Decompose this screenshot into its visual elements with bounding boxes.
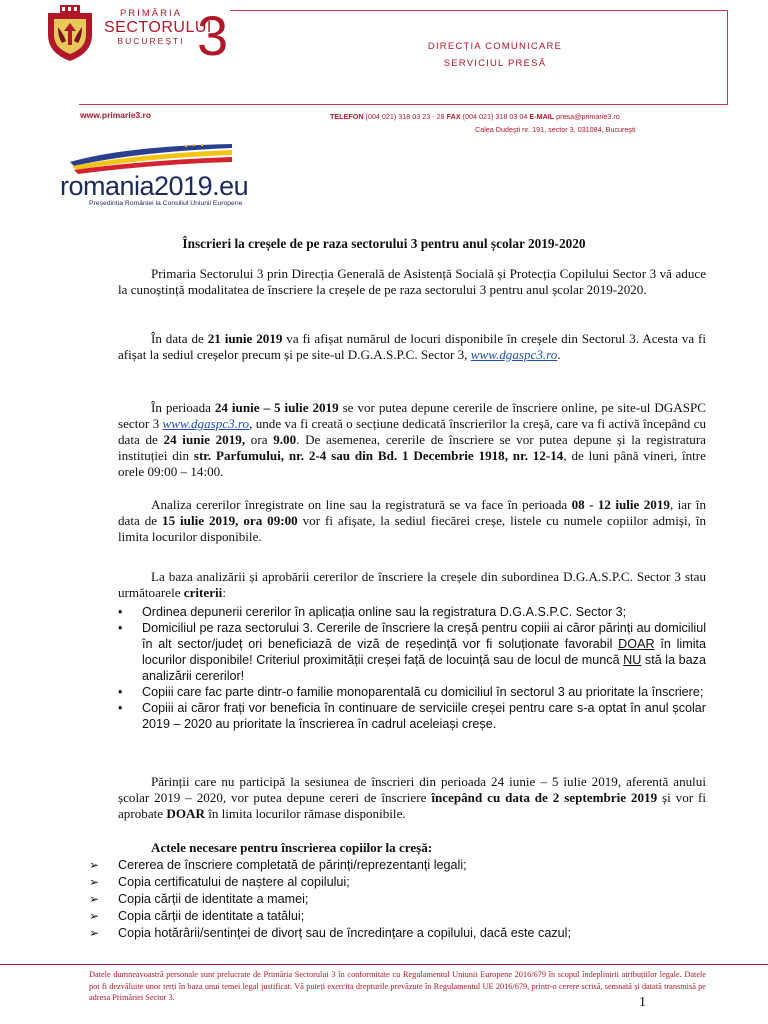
sectorului-label: SECTORULUI xyxy=(104,19,212,36)
text: va fi afișat numărul de locuri disponibile în creșele din Sectorul 3. Acesta va fi afișat la sediul creșelor precum și pe site-ul D.G.A.S.P.C. Sector 3, xyxy=(118,331,707,362)
acte-heading: Actele necesare pentru înscrierea copiilor la creșă: xyxy=(151,840,433,855)
text: , de luni până vineri, între orele 09:00 – 14:00. xyxy=(118,448,706,479)
text: Copiii care fac parte dintr-o familie monoparentală cu domiciliul în sectorul 3 au prioritate la înscriere; xyxy=(142,685,704,699)
address-highlight: str. Parfumului, nr. 2-4 sau din Bd. 1 Decembrie 1918, nr. 12-14 xyxy=(193,448,564,463)
service-name: SERVICIUL PRESĂ xyxy=(443,58,547,69)
paragraph-late-registration xyxy=(118,774,706,822)
website-link[interactable]: www.primarie3.ro xyxy=(80,110,152,120)
underlined-text: DOAR xyxy=(618,637,655,651)
list-item xyxy=(118,700,706,732)
date-highlight: începând cu data de 2 septembrie 2019 xyxy=(431,790,658,805)
text: Copia cărții de identitate a tatălui; xyxy=(118,909,305,923)
bullet-icon: • xyxy=(118,701,123,715)
sector-number: 3 xyxy=(197,4,229,67)
text: La baza analizării și aprobării cererilor de înscriere la creșele din subordinea D.G.A.S.P.C. Sector 3 stau următoarele xyxy=(118,569,706,600)
text: se vor putea depune cererile de înscriere online, pe site-ul DGASPC sector 3 xyxy=(118,400,706,431)
romania2019-subtitle: Președinția României la Consiliul Uniunii Europene xyxy=(89,200,243,207)
underlined-text: NU xyxy=(623,653,642,667)
text: și vor fi aprobate xyxy=(118,790,707,821)
text: ora xyxy=(245,432,274,447)
text: , unde va fi creată o secțiune dedicată înscrierilor la creșă, care va fi activă începând cu data de xyxy=(118,416,706,447)
coat-of-arms-icon xyxy=(42,5,98,63)
arrow-bullet-icon: ➢ xyxy=(89,875,100,889)
document-title: Înscrieri la creșele de pe raza sectorului 3 pentru anul școlar 2019-2020 xyxy=(182,236,586,251)
text: vor fi afișate, la sediul fiecărei creșe, listele cu numele copiilor admiși, în limita locurilor disponibile. xyxy=(118,513,706,544)
text: în limita locurilor disponibile! Criteriul proximității creșei față de locuință sau de locul de muncă xyxy=(142,637,706,667)
date-highlight: 15 iulie 2019, ora 09:00 xyxy=(162,513,298,528)
hour-highlight: 9.00 xyxy=(273,432,297,447)
date-highlight: 24 iunie 2019, xyxy=(163,432,246,447)
paragraph-criteria-intro xyxy=(118,569,706,601)
criteria-list xyxy=(118,604,706,732)
page-number: 1 xyxy=(639,995,646,1010)
header-contact-rule xyxy=(79,104,727,105)
list-item xyxy=(118,684,706,700)
date-highlight: 21 iunie 2019 xyxy=(207,331,283,346)
text: Cererea de înscriere completată de părinți/reprezentanți legali; xyxy=(118,858,467,872)
text: . De asemenea, cererile de înscriere se vor putea depune și la registratura instituției din xyxy=(118,432,706,463)
text: În data de xyxy=(151,331,208,346)
arrow-bullet-icon: ➢ xyxy=(89,892,100,906)
paragraph-online-registration xyxy=(118,400,706,480)
text: , iar în data de xyxy=(118,497,706,528)
contact-line xyxy=(330,112,620,121)
tel-value: (004 021) 318 03 23 - 28 xyxy=(365,112,445,121)
list-item xyxy=(118,604,706,620)
department-block xyxy=(340,38,650,72)
text: . xyxy=(557,347,561,362)
paragraph-places xyxy=(118,331,706,363)
romania2019-logo: romania2019.eu xyxy=(60,171,249,201)
list-item xyxy=(89,874,729,891)
bucuresti-label: BUCUREȘTI xyxy=(117,36,185,46)
text: Analiza cererilor înregistrate on line sau la registratură se va face în perioada xyxy=(151,497,572,512)
arrow-bullet-icon: ➢ xyxy=(89,909,100,923)
documents-list xyxy=(89,857,729,942)
text: Copiii ai căror frați vor beneficia în continuare de serviciile creșei pentru care s-a optat în anul școlar 2019 – 2020 au prioritate la înscrierea în cadrul aceleiași creșe. xyxy=(142,701,706,731)
text: în limita locurilor rămase disponibile. xyxy=(204,806,406,821)
paragraph-analysis xyxy=(118,497,706,545)
email-label: E-MAIL xyxy=(529,112,555,121)
period-highlight: 08 - 12 iulie 2019 xyxy=(571,497,670,512)
arrow-bullet-icon: ➢ xyxy=(89,858,100,872)
primaria-wordmark xyxy=(104,8,212,46)
header-right-rule xyxy=(727,10,728,105)
list-item xyxy=(89,908,729,925)
period-highlight: 24 iunie – 5 iulie 2019 xyxy=(214,400,339,415)
bullet-icon: • xyxy=(118,685,123,699)
address-line: Calea Dudeşti nr. 191, sector 3, 031084, Bucureşti xyxy=(475,125,636,134)
fax-label: FAX xyxy=(446,112,461,121)
bullet-icon: • xyxy=(118,605,123,619)
arrow-bullet-icon: ➢ xyxy=(89,926,100,940)
text: Ordinea depunerii cererilor în aplicația online sau la registratura D.G.A.S.P.C. Sector 3; xyxy=(142,605,627,619)
text: Copia cărții de identitate a mamei; xyxy=(118,892,309,906)
header-top-rule xyxy=(230,10,727,11)
list-item xyxy=(89,857,729,874)
footer-rule xyxy=(0,964,768,965)
text: În perioada xyxy=(151,400,215,415)
text: : xyxy=(222,585,226,600)
text: Copia hotărârii/sentinței de divorț sau de încredințare a copilului, dacă este cazul; xyxy=(118,926,571,940)
list-item xyxy=(89,891,729,908)
primaria-label: PRIMĂRIA xyxy=(120,8,182,19)
text: Domiciliul pe raza sectorului 3. Cererile de înscriere la creșă pentru copiii ai căror părinți au domiciliul în alt sector/județ ori beneficiază de viză de reședință vor fi soluționate favorabil xyxy=(142,621,706,651)
paragraph-intro: Primaria Sectorului 3 prin Direcția Generală de Asistență Socială și Protecția Copilului Sector 3 vă aduce la cunoștință modalitatea de înscriere la creșele de pe raza sectorului 3 pentru anul școlar 2019-2020. xyxy=(118,266,706,297)
gdpr-footnote: Datele dumneavoastră personale sunt prelucrate de Primăria Sectorului 3 în conformitate cu Regulamentul Uniunii Europene 2016/679 în scopul îndeplinirii atribuțiilor legale. Datele pot fi dezvăluite unor terți în baza unui temei legal justificat. Vă puteți exercita drepturile prevăzute în Regulamentul UE 2016/679, printr-o cerere scrisă, semnată și datată transmisă pe adresa Primăriei Sector 3. xyxy=(89,970,706,1002)
tel-label: TELEFON xyxy=(330,112,364,121)
text: Copia certificatului de naștere al copilului; xyxy=(118,875,350,889)
dgaspc-link[interactable]: www.dgaspc3.ro xyxy=(470,347,558,362)
criteria-highlight: criterii xyxy=(183,585,223,600)
eu-presidency-swoosh-icon xyxy=(66,140,236,174)
text: Părinții care nu participă la sesiunea de înscrieri din perioada 24 iunie – 5 iulie 2019, aferentă anului școlar 2019 – 2020, vor putea depune cereri de înscriere xyxy=(118,774,706,805)
doar-highlight: DOAR xyxy=(166,806,205,821)
dgaspc-link[interactable]: www.dgaspc3.ro xyxy=(162,416,250,431)
email-value[interactable]: presa@primarie3.ro xyxy=(556,112,620,121)
list-item xyxy=(89,925,729,942)
text: stă la baza analizării cererilor! xyxy=(142,653,706,683)
bullet-icon: • xyxy=(118,621,123,635)
fax-value: (004 021) 318 03 04 xyxy=(462,112,528,121)
list-item xyxy=(118,620,706,684)
department-name: DIRECȚIA COMUNICARE xyxy=(427,41,563,52)
